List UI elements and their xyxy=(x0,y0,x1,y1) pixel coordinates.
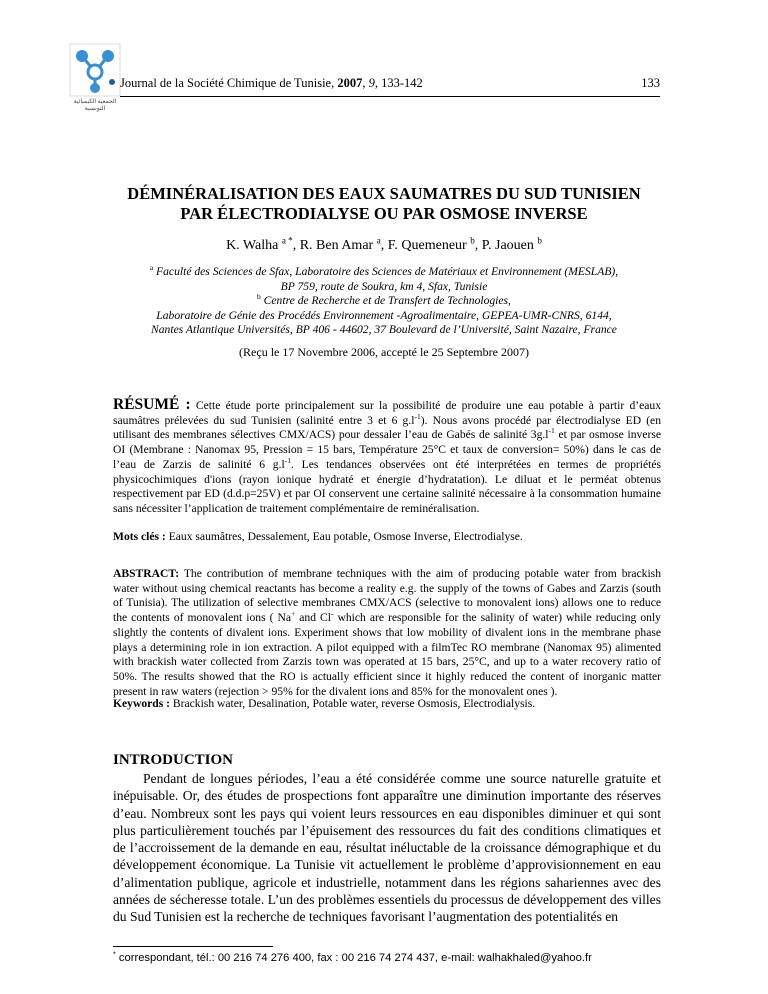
abstract-label: ABSTRACT: xyxy=(113,567,180,580)
resume-label: RÉSUMÉ : xyxy=(113,396,191,413)
paper-title-line-2: PAR ÉLECTRODIALYSE OU PAR OSMOSE INVERSE xyxy=(180,204,588,223)
resume-paragraph: RÉSUMÉ : Cette étude porte principalement sur la possibilité de produire une eau potable à partir d’eaux saumâtres prélevées du sud Tunisien (salinité entre 3 et 6 $g.l^{-1}$). Nous avons procédé par électrodialyse ED (en utilisant des membranes sélectives CMX/ACS) pour dessaler l’eau de Gabés de salinité $3g.l^{-1}$ et par osmose inverse OI (Membrane : Nanomax 95, Pression = 15 bars, Température 25°C et taux de conversion= 50%) dans le cas de l’eau de Zarzis de salinité 6 $g.l^{-1}$. Les tendances observées ont été interprétées en termes de propriétés physicochimiques d'ions (rayon ionique hydraté et énergie d’hydratation). Le diluat et le perméat obtenus respectivement par ED (d.d.p=25V) et par OI conservent une certaine salinité nécessaire à la consommation humaine sans nécessiter l’application de traitement complémentaire de reminéralisation. xyxy=(113,396,662,515)
logo-caption: الجمعية الكيميائية التونسية xyxy=(73,99,117,112)
introduction-text: Pendant de longues périodes, l’eau a été considérée comme une source naturelle gratuite et inépuisable. Or, des études de prospections font apparaître une diminution importante des réserves d’eau. Nombreux sont les pays qui voient leurs ressources en eau disponibles diminuer et qui sont plus particulièrement touchés par l’épuisement des ressources du fait des conditions climatiques et de l’accroissement de la demande en eau, résultat inéluctable de la croissance démographique et du développement économique. La Tunisie vit actuellement le problème d’approvisionnement en eau d’alimentation publique, agricole et industrielle, notamment dans les régions sahariennes avec des années de sécheresse totale. L’un des problèmes essentiels du processus de développement des villes du Sud Tunisien est la recherche de techniques favorisant l’augmentation des potentialités en xyxy=(113,771,661,925)
keywords-label: Keywords : xyxy=(113,697,170,710)
journal-logo xyxy=(68,42,122,106)
author-list: K. Walha $^{a *}$, R. Ben Amar $^a$, F. Quemeneur $^b$, P. Jaouen $^b$ xyxy=(226,235,542,253)
mots-cles-label: Mots clés : xyxy=(113,530,166,543)
affiliation-b-address: Nantes Atlantique Universités, BP 406 - 44602, 37 Boulevard de l’Université, Saint Nazaire, France xyxy=(151,323,617,336)
affiliation-b-lab: Laboratoire de Génie des Procédés Environnement -Agroalimentaire, GEPEA-UMR-CNRS, 6144, xyxy=(156,308,612,322)
abstract-paragraph: ABSTRACT: The contribution of membrane techniques with the aim of producing potable water from brackish water without using chemical reactants has become a reality e.g. the supply of the towns of Gabes and Zarzis (south of Tunisia). The utilization of selective membranes CMX/ACS (selective to monovalent ions) allows one to reduce the contents of monovalent ions ( Na+ and Cl- which are responsible for the salinity of water) while reducing only slightly the contents of divalent ions. Experiment shows that low mobility of divalent ions in the membrane phase plays a determining role in ion extraction. A pilot equipped with a filmTec RO membrane (Nanomax 95) alimented with brackish water collected from Zarzis town was operated at 15 bars, 25°C, and up to a water recovery ratio of 50%. The results showed that the RO is actually efficient since it highly reduced the content of inorganic matter present in raw waters (rejection > 95% for the divalent ions and 85% for the monovalent ones ). xyxy=(113,567,661,698)
mots-cles: Mots clés : Eaux saumâtres, Dessalement, Eau potable, Osmose Inverse, Electrodialyse. xyxy=(113,530,523,543)
paper-title-line-1: DÉMINÉRALISATION DES EAUX SAUMATRES DU SUD TUNISIEN xyxy=(127,184,641,203)
page-number: 133 xyxy=(641,76,660,90)
affiliation-b: $^b$ Centre de Recherche et de Transfert de Technologies, xyxy=(257,292,511,307)
header-rule xyxy=(120,96,660,97)
footnote-rule xyxy=(113,946,273,947)
footnote: * correspondant, tél.: 00 216 74 276 400, fax : 00 216 74 274 437, e-mail: walhakhaled@yahoo.fr xyxy=(113,949,592,964)
journal-citation: Journal de la Société Chimique de Tunisie, 2007, 9, 133-142 xyxy=(120,76,423,90)
keywords: Keywords : Brackish water, Desalination, Potable water, reverse Osmosis, Electrodialysis. xyxy=(113,697,536,710)
affiliations xyxy=(0,265,768,338)
received-dates: (Reçu le 17 Novembre 2006, accepté le 25 Septembre 2007) xyxy=(239,345,529,359)
affiliation-a: $^a$ Faculté des Sciences de Sfax, Laboratoire des Sciences de Matériaux et Environnement (MESLAB), xyxy=(149,263,619,278)
affiliation-a-address: BP 759, route de Soukra, km 4, Sfax, Tunisie xyxy=(280,279,488,293)
introduction-heading: INTRODUCTION xyxy=(113,752,234,768)
